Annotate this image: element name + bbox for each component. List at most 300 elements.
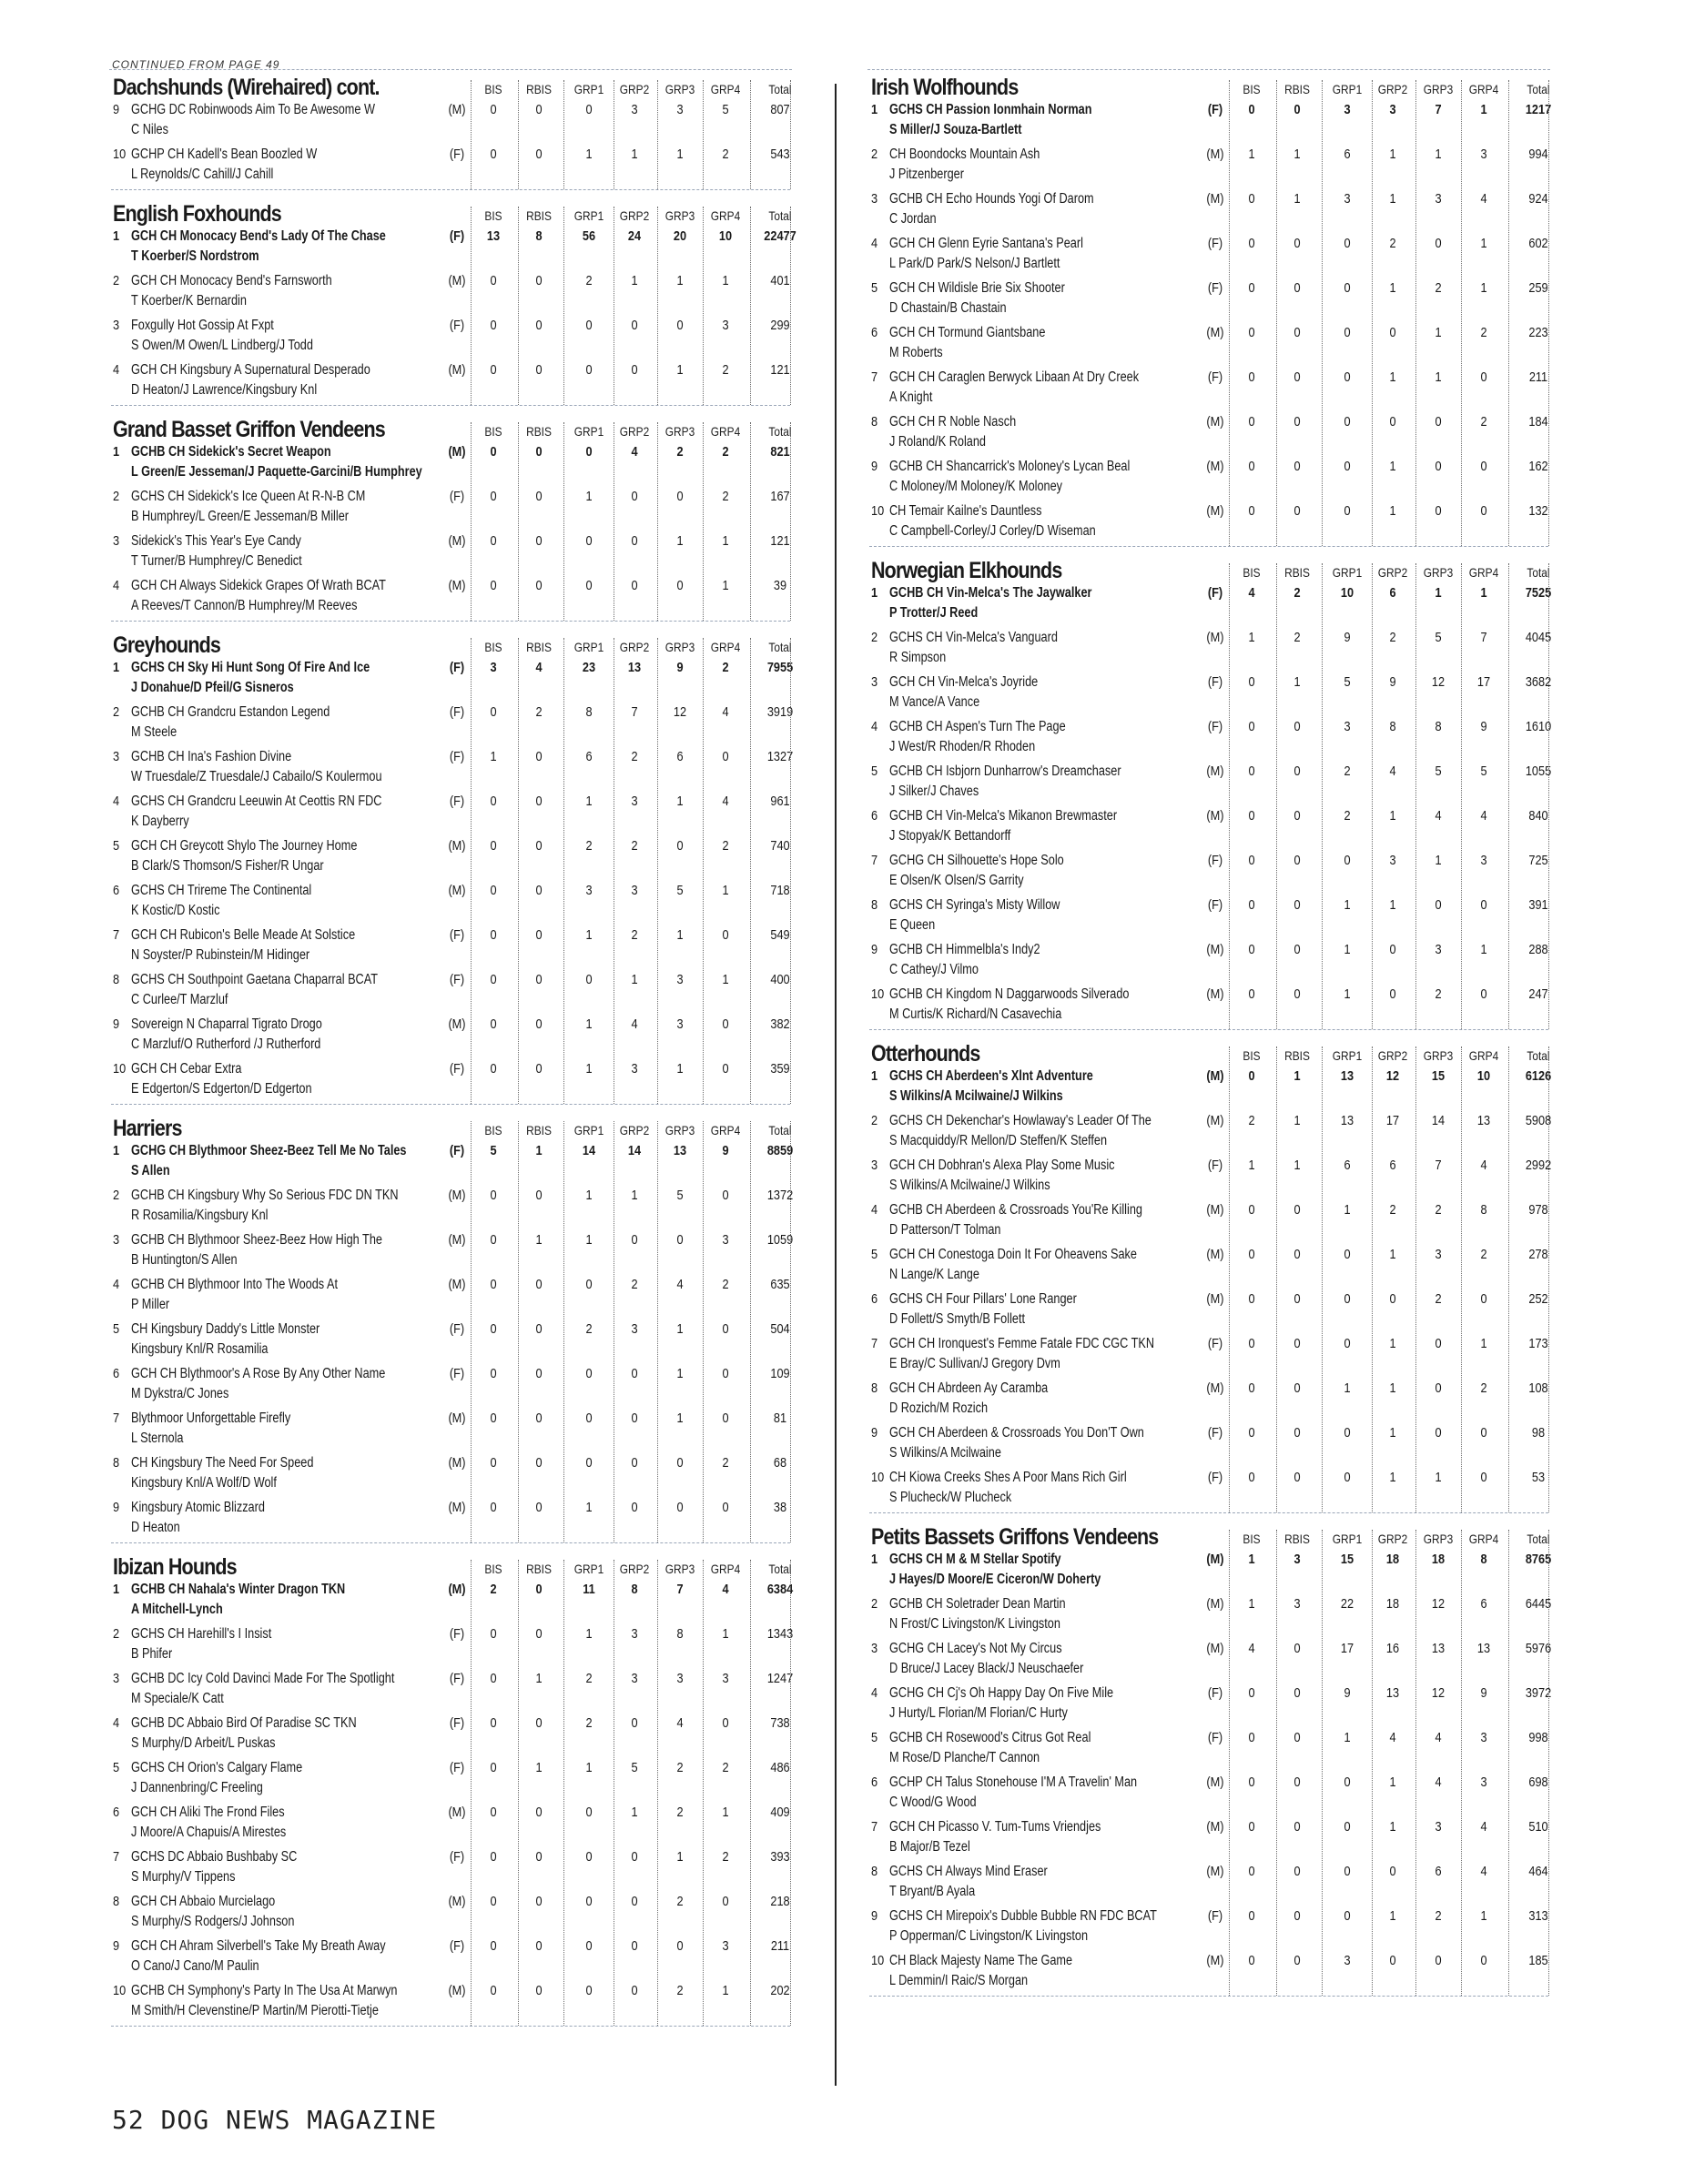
stat-total-value: 961 bbox=[770, 794, 790, 809]
stat-rbis-value: 0 bbox=[535, 1715, 543, 1731]
rank-number: 3 bbox=[113, 533, 120, 549]
stat-grp2-value: 2 bbox=[631, 927, 638, 943]
rank-number: 9 bbox=[871, 942, 878, 957]
column-header: GRP2 bbox=[619, 82, 650, 96]
stat-grp4-value: 0 bbox=[1480, 1470, 1487, 1485]
rank-number: 3 bbox=[871, 674, 878, 690]
stat-total-value: 184 bbox=[1528, 414, 1548, 430]
dog-name: GCHS CH Syringa's Misty Willow bbox=[889, 897, 1060, 913]
ranking-row bbox=[869, 145, 1548, 189]
owner-names: M Dykstra/C Jones bbox=[131, 1386, 229, 1401]
stat-grp1-value: 1 bbox=[585, 489, 593, 504]
breed-title: English Foxhounds bbox=[113, 201, 281, 227]
sex-marker: (F) bbox=[449, 489, 465, 504]
stat-grp1-value: 0 bbox=[585, 1455, 593, 1471]
stat-bis-value: 1 bbox=[490, 749, 497, 764]
stat-total-value: 121 bbox=[770, 533, 790, 549]
stat-grp3-value: 4 bbox=[1435, 808, 1442, 824]
stat-grp2-value: 0 bbox=[1389, 325, 1396, 340]
rank-number: 7 bbox=[113, 1410, 120, 1426]
stat-grp4-value: 2 bbox=[1480, 1247, 1487, 1262]
stat-grp4-value: 4 bbox=[722, 794, 729, 809]
owner-names: S Macquiddy/R Mellon/D Steffen/K Steffen bbox=[889, 1133, 1108, 1148]
stat-grp3-value: 4 bbox=[676, 1715, 684, 1731]
stat-bis-value: 1 bbox=[1248, 1158, 1255, 1173]
column-rule bbox=[518, 207, 519, 405]
owner-names: D Chastain/B Chastain bbox=[889, 300, 1007, 316]
stat-grp2-value: 3 bbox=[1389, 853, 1396, 868]
stat-bis-value: 0 bbox=[1248, 236, 1255, 251]
stat-grp4-value: 1 bbox=[722, 1983, 729, 1998]
stat-rbis-value: 0 bbox=[535, 1455, 543, 1471]
rank-number: 5 bbox=[113, 1760, 120, 1775]
stat-bis-value: 0 bbox=[490, 883, 497, 898]
sex-marker: (F) bbox=[1207, 674, 1223, 690]
ranking-row bbox=[869, 100, 1552, 145]
owner-names: S Wilkins/A Mcilwaine/J Wilkins bbox=[889, 1178, 1050, 1193]
stat-grp1-value: 0 bbox=[1344, 853, 1351, 868]
column-rule bbox=[790, 80, 791, 189]
stat-total-value: 464 bbox=[1528, 1864, 1548, 1879]
stat-grp3-value: 2 bbox=[676, 1760, 684, 1775]
dog-name: GCHS CH Southpoint Gaetana Chaparral BCAT bbox=[131, 972, 379, 987]
column-rule bbox=[1415, 1530, 1416, 1996]
dog-name: CH Black Majesty Name The Game bbox=[889, 1953, 1073, 1968]
column-header: GRP4 bbox=[1468, 565, 1499, 580]
stat-grp2-value: 0 bbox=[631, 1983, 638, 1998]
column-rule bbox=[1415, 1046, 1416, 1512]
stat-grp2-value: 4 bbox=[1389, 1730, 1396, 1745]
dog-name: GCHB CH Shancarrick's Moloney's Lycan Beal bbox=[889, 459, 1131, 474]
stat-bis-value: 0 bbox=[490, 1500, 497, 1515]
sex-marker: (M) bbox=[448, 362, 466, 378]
rank-number: 8 bbox=[871, 897, 878, 913]
stat-grp1-value: 0 bbox=[585, 1894, 593, 1909]
sex-marker: (M) bbox=[448, 1016, 466, 1032]
stat-total-value: 718 bbox=[770, 883, 790, 898]
stat-rbis-value: 1 bbox=[535, 1143, 543, 1158]
stat-grp3-value: 0 bbox=[1435, 1336, 1442, 1351]
column-rule bbox=[1372, 563, 1373, 1029]
column-rule bbox=[1508, 1046, 1509, 1512]
stat-bis-value: 0 bbox=[1248, 942, 1255, 957]
owner-names: A Reeves/T Cannon/B Humphrey/M Reeves bbox=[131, 598, 358, 613]
dog-name: GCHB CH Sidekick's Secret Weapon bbox=[131, 444, 331, 460]
dog-name: GCHG CH Cj's Oh Happy Day On Five Mile bbox=[889, 1685, 1114, 1701]
owner-names: A Mitchell-Lynch bbox=[131, 1602, 223, 1617]
stat-bis-value: 0 bbox=[490, 362, 497, 378]
sex-marker: (M) bbox=[1206, 325, 1224, 340]
stat-grp2-value: 17 bbox=[1385, 1113, 1400, 1128]
stat-grp2-value: 1 bbox=[631, 147, 638, 162]
rank-number: 2 bbox=[113, 1188, 120, 1203]
column-header: Total bbox=[1527, 1532, 1550, 1546]
stat-grp1-value: 0 bbox=[585, 533, 593, 549]
dog-name: GCHS DC Abbaio Bushbaby SC bbox=[131, 1849, 298, 1865]
stat-grp1-value: 1 bbox=[585, 1760, 593, 1775]
sex-marker: (M) bbox=[448, 1983, 466, 1998]
rank-number: 8 bbox=[113, 1455, 120, 1471]
stat-bis-value: 0 bbox=[490, 1277, 497, 1292]
stat-grp3-value: 1 bbox=[676, 1366, 684, 1381]
column-header: GRP3 bbox=[664, 640, 695, 654]
owner-names: J Donahue/D Pfeil/G Sisneros bbox=[131, 680, 294, 695]
stat-bis-value: 0 bbox=[490, 1849, 497, 1865]
stat-bis-value: 0 bbox=[490, 1061, 497, 1077]
ranking-row bbox=[111, 881, 790, 925]
column-rule bbox=[703, 80, 704, 189]
stat-rbis-value: 0 bbox=[535, 533, 543, 549]
stat-grp3-value: 0 bbox=[676, 838, 684, 854]
stat-bis-value: 0 bbox=[1248, 191, 1255, 207]
dog-name: GCHG DC Robinwoods Aim To Be Awesome W bbox=[131, 102, 375, 117]
stat-grp3-value: 18 bbox=[1431, 1552, 1446, 1567]
dog-name: GCHB CH Himmelbla's Indy2 bbox=[889, 942, 1040, 957]
stat-rbis-value: 0 bbox=[535, 489, 543, 504]
rank-number: 7 bbox=[871, 369, 878, 385]
dog-name: GCHG CH Lacey's Not My Circus bbox=[889, 1641, 1062, 1656]
rank-number: 7 bbox=[113, 1849, 120, 1865]
stat-rbis-value: 2 bbox=[535, 704, 543, 720]
stat-bis-value: 0 bbox=[490, 578, 497, 593]
sex-marker: (M) bbox=[448, 1277, 466, 1292]
column-rule bbox=[1461, 1530, 1462, 1996]
sex-marker: (F) bbox=[1207, 280, 1223, 296]
stat-rbis-value: 0 bbox=[1293, 1202, 1301, 1218]
stat-rbis-value: 0 bbox=[535, 1188, 543, 1203]
owner-names: W Truesdale/Z Truesdale/J Cabailo/S Koulermou bbox=[131, 769, 382, 784]
rank-number: 4 bbox=[113, 1715, 120, 1731]
rank-number: 6 bbox=[113, 1366, 120, 1381]
dog-name: GCHB CH Symphony's Party In The Usa At Marwyn bbox=[131, 1983, 398, 1998]
column-rule bbox=[1229, 80, 1230, 546]
stat-bis-value: 0 bbox=[490, 1410, 497, 1426]
stat-grp2-value: 1 bbox=[1389, 1470, 1396, 1485]
stat-total-value: 3919 bbox=[766, 704, 794, 720]
dog-name: GCHB CH Kingsbury Why So Serious FDC DN TKN bbox=[131, 1188, 399, 1203]
stat-grp4-value: 9 bbox=[722, 1143, 729, 1158]
ranking-row bbox=[869, 672, 1552, 717]
column-rule bbox=[1461, 563, 1462, 1029]
stat-grp2-value: 1 bbox=[1389, 1819, 1396, 1835]
owner-names: B Major/B Tezel bbox=[889, 1839, 970, 1855]
column-rule bbox=[563, 422, 564, 621]
stat-grp3-value: 2 bbox=[1435, 1202, 1442, 1218]
stat-grp2-value: 0 bbox=[631, 1455, 638, 1471]
ranking-row bbox=[869, 628, 1552, 672]
owner-names: C Marzluf/O Rutherford /J Rutherford bbox=[131, 1036, 321, 1052]
owner-names: C Cathey/J Vilmo bbox=[889, 962, 979, 977]
ranking-row bbox=[869, 851, 1548, 895]
stat-grp3-value: 0 bbox=[676, 1938, 684, 1954]
owner-names: S Owen/M Owen/L Lindberg/J Todd bbox=[131, 338, 313, 353]
sex-marker: (M) bbox=[448, 1894, 466, 1909]
stat-grp2-value: 0 bbox=[631, 1938, 638, 1954]
stat-grp1-value: 0 bbox=[1344, 236, 1351, 251]
column-header: GRP1 bbox=[1332, 565, 1363, 580]
breed-title: Petits Bassets Griffons Vendeens bbox=[871, 1524, 1159, 1550]
column-header: GRP2 bbox=[619, 1123, 650, 1138]
stat-bis-value: 1 bbox=[1248, 1552, 1255, 1567]
rank-number: 10 bbox=[871, 986, 885, 1002]
rank-number: 8 bbox=[871, 1864, 878, 1879]
stat-grp4-value: 2 bbox=[1480, 1380, 1487, 1396]
dog-name: GCH CH Picasso V. Tum-Tums Vriendjes bbox=[889, 1819, 1101, 1835]
owner-names: P Trotter/J Reed bbox=[889, 605, 979, 621]
column-rule bbox=[790, 1121, 791, 1542]
column-header: Total bbox=[768, 640, 792, 654]
stat-bis-value: 0 bbox=[1248, 763, 1255, 779]
stat-grp3-value: 5 bbox=[1435, 630, 1442, 645]
stat-bis-value: 0 bbox=[1248, 897, 1255, 913]
dog-name: GCHB CH Nahala's Winter Dragon TKN bbox=[131, 1582, 346, 1597]
stat-grp3-value: 2 bbox=[1435, 986, 1442, 1002]
ranking-row bbox=[869, 278, 1548, 323]
column-header: RBIS bbox=[526, 82, 552, 96]
column-rule bbox=[790, 422, 791, 621]
stat-grp3-value: 2 bbox=[676, 1983, 684, 1998]
sex-marker: (M) bbox=[448, 1232, 466, 1248]
stat-grp4-value: 6 bbox=[1480, 1596, 1487, 1612]
ranking-row bbox=[111, 1186, 794, 1230]
column-header: GRP1 bbox=[573, 82, 604, 96]
stat-grp1-value: 0 bbox=[1344, 1470, 1351, 1485]
stat-grp2-value: 0 bbox=[631, 578, 638, 593]
rank-number: 1 bbox=[871, 102, 878, 117]
stat-grp2-value: 3 bbox=[631, 794, 638, 809]
stat-total-value: 400 bbox=[770, 972, 790, 987]
stat-bis-value: 0 bbox=[1248, 325, 1255, 340]
stat-grp4-value: 8 bbox=[1480, 1552, 1487, 1567]
ranking-row bbox=[869, 501, 1548, 546]
stat-grp3-value: 12 bbox=[1431, 1596, 1446, 1612]
column-header: GRP1 bbox=[1332, 1532, 1363, 1546]
stat-grp3-value: 13 bbox=[1431, 1641, 1446, 1656]
rank-number: 5 bbox=[871, 280, 878, 296]
stat-grp3-value: 1 bbox=[676, 1321, 684, 1337]
stat-grp1-value: 1 bbox=[1344, 1380, 1351, 1396]
stat-bis-value: 0 bbox=[1248, 808, 1255, 824]
stat-grp2-value: 0 bbox=[631, 1232, 638, 1248]
stat-grp1-value: 0 bbox=[585, 1849, 593, 1865]
stat-bis-value: 0 bbox=[1248, 280, 1255, 296]
continued-label: CONTINUED FROM PAGE 49 bbox=[112, 58, 280, 71]
stat-total-value: 698 bbox=[1528, 1774, 1548, 1790]
sex-marker: (F) bbox=[449, 318, 465, 333]
sex-marker: (F) bbox=[1207, 1730, 1223, 1745]
column-rule bbox=[471, 207, 472, 405]
stat-total-value: 108 bbox=[1528, 1380, 1548, 1396]
stat-rbis-value: 0 bbox=[535, 1805, 543, 1820]
stat-bis-value: 0 bbox=[1248, 1953, 1255, 1968]
stat-grp2-value: 18 bbox=[1385, 1596, 1400, 1612]
stat-bis-value: 0 bbox=[490, 533, 497, 549]
stat-total-value: 278 bbox=[1528, 1247, 1548, 1262]
ranking-row bbox=[869, 1334, 1548, 1379]
stat-total-value: 510 bbox=[1528, 1819, 1548, 1835]
sex-marker: (M) bbox=[1206, 1068, 1224, 1084]
dog-name: GCH CH Vin-Melca's Joyride bbox=[889, 674, 1039, 690]
stat-grp4-value: 4 bbox=[1480, 1158, 1487, 1173]
stat-grp1-value: 1 bbox=[585, 1188, 593, 1203]
stat-grp3-value: 2 bbox=[676, 444, 684, 460]
stat-total-value: 299 bbox=[770, 318, 790, 333]
column-rule bbox=[1229, 563, 1230, 1029]
stat-bis-value: 0 bbox=[1248, 459, 1255, 474]
dog-name: GCHS CH M & M Stellar Spotify bbox=[889, 1552, 1061, 1567]
stat-total-value: 211 bbox=[1528, 369, 1548, 385]
stat-total-value: 1372 bbox=[766, 1188, 794, 1203]
stat-total-value: 998 bbox=[1528, 1730, 1548, 1745]
column-header: GRP4 bbox=[710, 82, 741, 96]
stat-grp4-value: 10 bbox=[718, 228, 733, 244]
column-header: BIS bbox=[1243, 82, 1261, 96]
dog-name: GCH CH Aliki The Frond Files bbox=[131, 1805, 285, 1820]
stat-rbis-value: 0 bbox=[535, 1410, 543, 1426]
sex-marker: (M) bbox=[1206, 1552, 1224, 1567]
stat-total-value: 807 bbox=[770, 102, 790, 117]
owner-names: O Cano/J Cano/M Paulin bbox=[131, 1958, 259, 1974]
stat-grp2-value: 0 bbox=[631, 1715, 638, 1731]
stat-grp1-value: 0 bbox=[1344, 325, 1351, 340]
stat-grp4-value: 9 bbox=[1480, 719, 1487, 734]
sex-marker: (F) bbox=[449, 660, 465, 675]
stat-grp3-value: 3 bbox=[1435, 1819, 1442, 1835]
section-header bbox=[111, 73, 790, 100]
stat-bis-value: 0 bbox=[490, 704, 497, 720]
stat-grp4-value: 2 bbox=[722, 147, 729, 162]
owner-names: S Murphy/V Tippens bbox=[131, 1869, 236, 1885]
dog-name: GCHB CH Blythmoor Sheez-Beez How High The bbox=[131, 1232, 382, 1248]
dog-name: GCH CH Conestoga Doin It For Oheavens Sake bbox=[889, 1247, 1137, 1262]
section-header bbox=[111, 1552, 790, 1580]
ranking-row bbox=[111, 442, 790, 487]
column-header: GRP4 bbox=[710, 1562, 741, 1576]
stat-grp1-value: 1 bbox=[585, 1061, 593, 1077]
column-header: GRP3 bbox=[664, 1123, 695, 1138]
stat-grp2-value: 24 bbox=[627, 228, 642, 244]
column-header: GRP4 bbox=[1468, 82, 1499, 96]
dog-name: CH Kiowa Creeks Shes A Poor Mans Rich Girl bbox=[889, 1470, 1127, 1485]
column-rule bbox=[1508, 1530, 1509, 1996]
column-rule bbox=[750, 1121, 751, 1542]
sex-marker: (F) bbox=[449, 1366, 465, 1381]
stat-bis-value: 0 bbox=[490, 1366, 497, 1381]
owner-names: L Park/D Park/S Nelson/J Bartlett bbox=[889, 256, 1060, 271]
page-footer: 52 DOG NEWS MAGAZINE bbox=[112, 2105, 438, 2135]
column-rule bbox=[703, 1560, 704, 2026]
stat-grp3-value: 1 bbox=[676, 1061, 684, 1077]
column-header: GRP1 bbox=[573, 1123, 604, 1138]
stat-rbis-value: 0 bbox=[535, 1061, 543, 1077]
stat-total-value: 5908 bbox=[1525, 1113, 1552, 1128]
stat-grp4-value: 1 bbox=[1480, 1336, 1487, 1351]
column-rule bbox=[1461, 80, 1462, 546]
sex-marker: (F) bbox=[449, 1715, 465, 1731]
rank-number: 1 bbox=[113, 660, 120, 675]
stat-grp3-value: 0 bbox=[1435, 459, 1442, 474]
stat-grp4-value: 2 bbox=[1480, 325, 1487, 340]
stat-bis-value: 0 bbox=[1248, 1068, 1255, 1084]
stat-rbis-value: 0 bbox=[535, 444, 543, 460]
stat-grp4-value: 0 bbox=[722, 927, 729, 943]
column-header: GRP4 bbox=[710, 1123, 741, 1138]
stat-grp3-value: 1 bbox=[1435, 369, 1442, 385]
column-rule bbox=[750, 80, 751, 189]
owner-names: S Murphy/D Arbeit/L Puskas bbox=[131, 1735, 276, 1751]
stat-total-value: 162 bbox=[1528, 459, 1548, 474]
stat-grp4-value: 0 bbox=[1480, 986, 1487, 1002]
stat-grp2-value: 1 bbox=[1389, 1247, 1396, 1262]
stat-grp1-value: 0 bbox=[585, 1938, 593, 1954]
owner-names: A Knight bbox=[889, 389, 933, 405]
rank-number: 3 bbox=[113, 1671, 120, 1686]
column-header: GRP3 bbox=[664, 424, 695, 439]
rank-number: 5 bbox=[871, 1730, 878, 1745]
stat-grp1-value: 1 bbox=[585, 794, 593, 809]
ranking-row bbox=[869, 457, 1548, 501]
rank-number: 4 bbox=[871, 1685, 878, 1701]
stat-grp3-value: 5 bbox=[676, 1188, 684, 1203]
stat-rbis-value: 3 bbox=[1293, 1596, 1301, 1612]
dog-name: GCHB CH Soletrader Dean Martin bbox=[889, 1596, 1066, 1612]
stat-grp4-value: 3 bbox=[722, 1232, 729, 1248]
ranking-row bbox=[111, 576, 790, 621]
stat-grp2-value: 0 bbox=[631, 533, 638, 549]
stat-rbis-value: 0 bbox=[535, 838, 543, 854]
stat-rbis-value: 0 bbox=[535, 749, 543, 764]
ranking-row bbox=[111, 1758, 790, 1803]
owner-names: E Queen bbox=[889, 917, 936, 933]
sex-marker: (F) bbox=[1207, 585, 1223, 601]
column-rule bbox=[1548, 1046, 1549, 1512]
ranking-row bbox=[111, 1230, 794, 1275]
stat-grp2-value: 1 bbox=[1389, 897, 1396, 913]
owner-names: N Soyster/P Rubinstein/M Hidinger bbox=[131, 947, 310, 963]
stat-bis-value: 0 bbox=[490, 1715, 497, 1731]
rank-number: 2 bbox=[113, 273, 120, 288]
column-header: BIS bbox=[1243, 1532, 1261, 1546]
stat-grp4-value: 13 bbox=[1476, 1641, 1491, 1656]
owner-names: T Bryant/B Ayala bbox=[889, 1884, 976, 1899]
stat-grp2-value: 0 bbox=[631, 1849, 638, 1865]
stat-grp1-value: 2 bbox=[585, 1715, 593, 1731]
rank-number: 7 bbox=[871, 1819, 878, 1835]
stat-grp2-value: 0 bbox=[631, 318, 638, 333]
stat-grp4-value: 1 bbox=[1480, 585, 1487, 601]
column-rule bbox=[471, 80, 472, 189]
stat-grp3-value: 1 bbox=[676, 927, 684, 943]
stat-grp4-value: 1 bbox=[722, 972, 729, 987]
column-rule bbox=[1276, 563, 1277, 1029]
rank-number: 4 bbox=[113, 362, 120, 378]
stat-bis-value: 0 bbox=[1248, 1470, 1255, 1485]
column-rule bbox=[1276, 80, 1277, 546]
stat-grp1-value: 6 bbox=[1344, 147, 1351, 162]
owner-names: E Olsen/K Olsen/S Garrity bbox=[889, 873, 1024, 888]
stat-grp1-value: 0 bbox=[585, 578, 593, 593]
sex-marker: (M) bbox=[1206, 1641, 1224, 1656]
dog-name: GCH CH Rubicon's Belle Meade At Solstice bbox=[131, 927, 356, 943]
column-rule bbox=[657, 1121, 658, 1542]
stat-total-value: 173 bbox=[1528, 1336, 1548, 1351]
owner-names: S Allen bbox=[131, 1163, 170, 1178]
rank-number: 8 bbox=[113, 972, 120, 987]
rank-number: 10 bbox=[871, 1470, 885, 1485]
owner-names: L Sternola bbox=[131, 1431, 184, 1446]
dog-name: GCHS CH Vin-Melca's Vanguard bbox=[889, 630, 1058, 645]
stat-total-value: 5976 bbox=[1525, 1641, 1552, 1656]
